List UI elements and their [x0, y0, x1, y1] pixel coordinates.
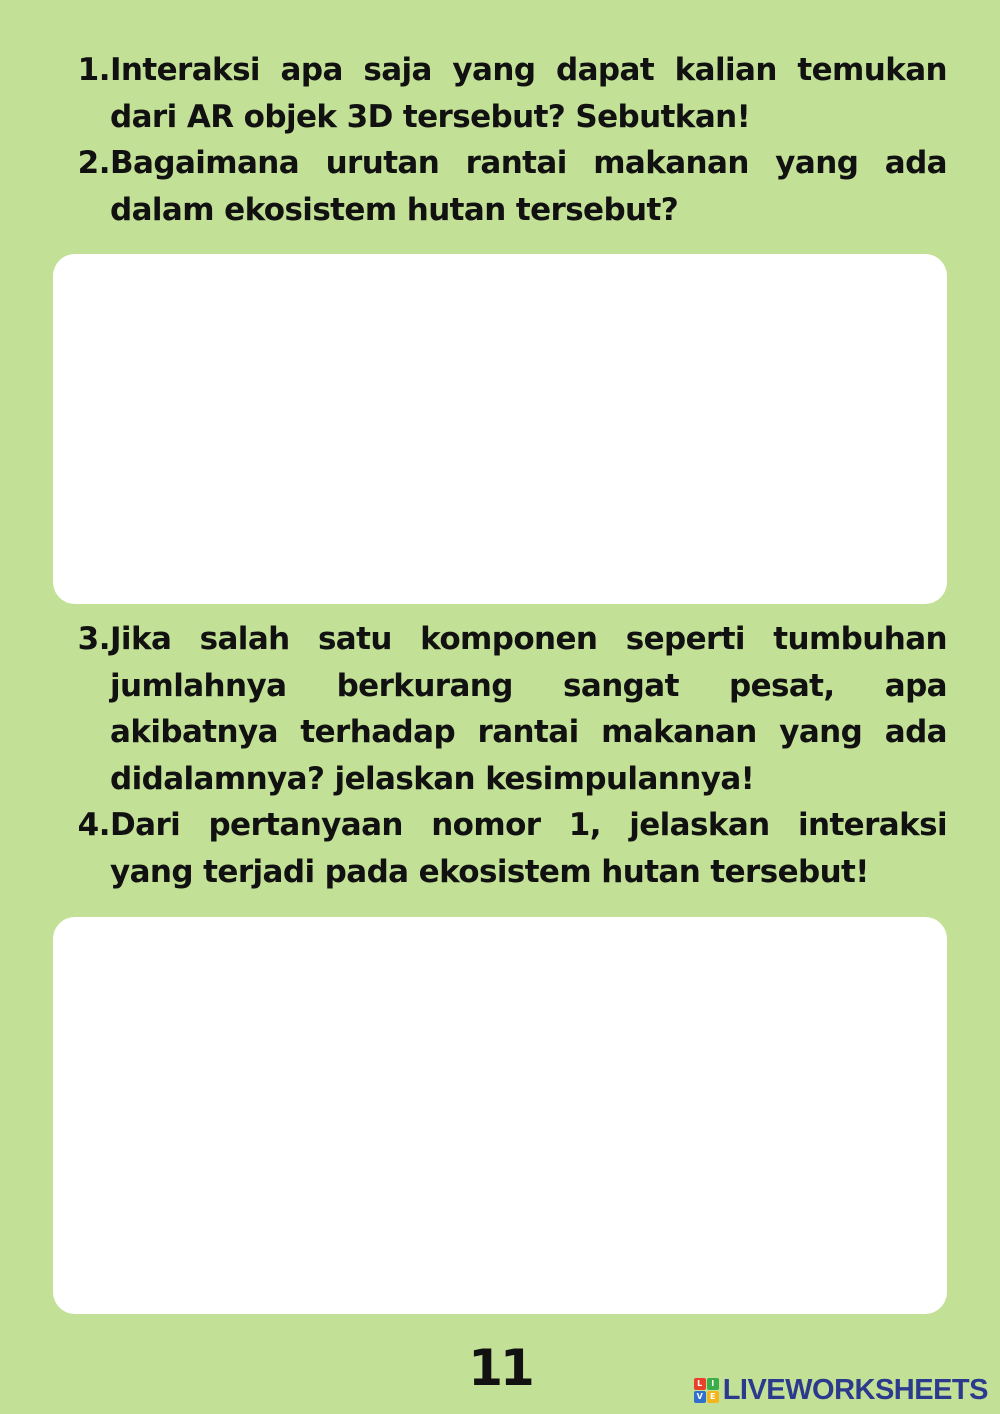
question-number: 4. — [77, 807, 110, 843]
question-text: Dari pertanyaan nomor 1, jelaskan interaksi yang terjadi pada ekosistem hutan tersebut! — [110, 807, 947, 890]
question-number: 1. — [77, 52, 110, 88]
logo-mark-tile: E — [707, 1391, 719, 1403]
logo-mark-tile: V — [694, 1391, 706, 1403]
answer-box-2[interactable] — [53, 917, 947, 1314]
question-text: Interaksi apa saja yang dapat kalian temukan dari AR objek 3D tersebut? Sebutkan! — [110, 52, 947, 135]
liveworksheets-logo-icon — [694, 1378, 719, 1403]
question-3 — [62, 616, 947, 802]
page-number: 11 — [468, 1339, 532, 1397]
question-4 — [62, 802, 947, 895]
logo-mark-tile: I — [707, 1378, 719, 1390]
question-number: 3. — [77, 621, 110, 657]
answer-box-1[interactable] — [53, 254, 947, 604]
liveworksheets-logo-text: LIVEWORKSHEETS — [722, 1374, 988, 1406]
liveworksheets-logo — [694, 1374, 988, 1406]
questions-top — [62, 47, 947, 233]
question-number: 2. — [77, 145, 110, 181]
question-1 — [62, 47, 947, 140]
question-text: Jika salah satu komponen seperti tumbuhan jumlahnya berkurang sangat pesat, apa akibatnya terhadap rantai makanan yang ada didalamnya? jelaskan kesimpulannya! — [110, 621, 947, 797]
logo-mark-tile: L — [694, 1378, 706, 1390]
questions-bottom — [62, 616, 947, 895]
question-text: Bagaimana urutan rantai makanan yang ada dalam ekosistem hutan tersebut? — [110, 145, 947, 228]
question-2 — [62, 140, 947, 233]
